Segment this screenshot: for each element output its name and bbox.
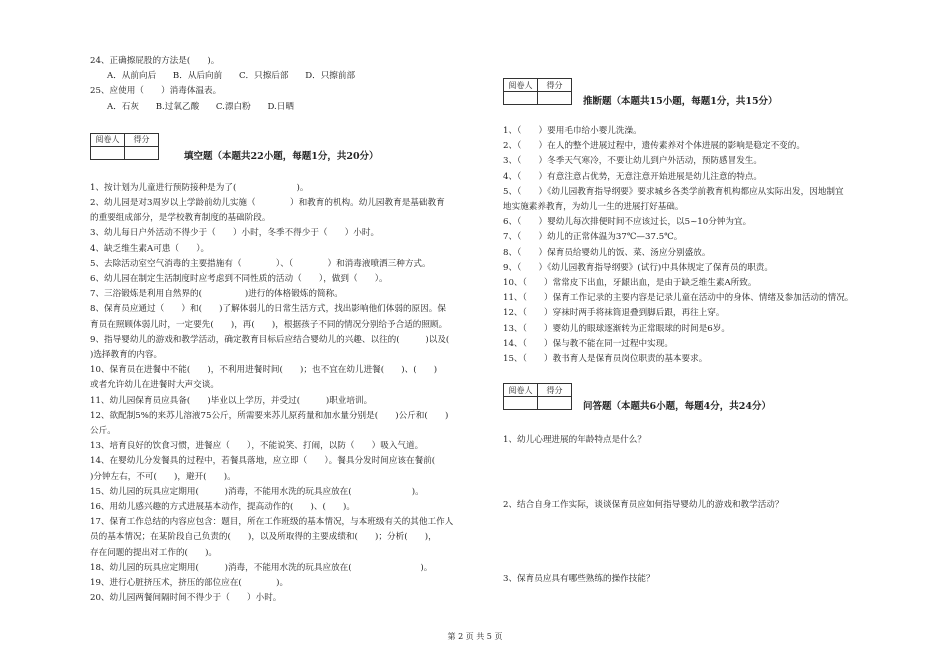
- left-column: [90, 54, 490, 607]
- judge-line: 9、（ ）《幼儿园教育指导纲要》(试行)中具体规定了保育员的职责。: [503, 262, 773, 273]
- score-cell[interactable]: [538, 92, 572, 105]
- fill-line: 5、去除活动室空气消毒的主要措施有（ ）、（ ）和消毒液喷洒三种方式。: [90, 258, 431, 269]
- judge-line: 12、（ ）穿袜时两手将袜筒退叠到脚后跟，再往上穿。: [503, 308, 725, 319]
- reviewer-cell[interactable]: [91, 146, 125, 159]
- fill-line: 6、幼儿园在制定生活制度时应考虑到不同性质的活动（ ），做到（ ）。: [90, 274, 388, 285]
- score-box: [503, 383, 572, 410]
- judge-line: 15、（ ）教书育人是保育员岗位职责的基本要求。: [503, 354, 708, 365]
- judge-section-title: 推断题（本题共15小题，每题1分，共15分）: [583, 96, 778, 107]
- judge-line: 11、（ ）保育工作记录的主要内容是记录儿童在活动中的身体、情绪及参加活动的情况。: [503, 293, 854, 304]
- score-label: 得分: [538, 79, 572, 92]
- reviewer-label: 阅卷人: [504, 79, 538, 92]
- reviewer-label: 阅卷人: [504, 384, 538, 397]
- option: B.过氧乙酸: [155, 101, 200, 112]
- fill-section-header: [90, 133, 490, 163]
- fill-line: 的重要组成部分，是学校教育制度的基础阶段。: [90, 213, 271, 224]
- fill-line: 3、幼儿每日户外活动不得少于（ ）小时，冬季不得少于（ ）小时。: [90, 228, 380, 239]
- fill-line: 13、培育良好的饮食习惯，进餐应（ ），不能说笑、打闹，以防（ ）吸入气道。: [90, 441, 424, 452]
- question-text: 24、正确擦屁股的方法是( )。: [90, 56, 220, 66]
- judge-line: 2、（ ）在人的整个进展过程中，遗传素养对个体进展的影响是稳定不变的。: [503, 141, 805, 152]
- judge-line: 7、（ ）幼儿的正常体温为37℃—37.5℃。: [503, 232, 683, 243]
- fill-line: 4、缺乏维生素A可患（ ）。: [90, 243, 210, 254]
- fill-line: 7、三浴锻炼是利用自然界的( )进行的体格锻炼的简称。: [90, 289, 343, 300]
- judge-section-header: [503, 78, 903, 106]
- fill-line: )选择教育的内容。: [90, 350, 163, 361]
- judge-line: 1、（ ）要用毛巾给小婴儿洗澡。: [503, 126, 642, 136]
- judge-line: 14、（ ）保与教不能在同一过程中实现。: [503, 338, 673, 349]
- judge-line: 地实施素养教育，为幼儿一生的进展打好基础。: [503, 202, 684, 213]
- reviewer-cell[interactable]: [504, 92, 538, 105]
- score-box: [503, 78, 572, 105]
- fill-line: 员的基本情况；在某阶段自己负责的( )，以及所取得的主要成绩和( )；分析( )，: [90, 532, 437, 543]
- answer-space[interactable]: [503, 514, 903, 572]
- page-footer: 第 2 页 共 5 页: [447, 632, 503, 641]
- judge-line: 6、（ ）婴幼儿每次排便时间不应该过长，以5~10分钟为宜。: [503, 217, 752, 228]
- qa-question: 2、结合自身工作实际，谈谈保育员应如何指导婴幼儿的游戏和教学活动？: [503, 500, 784, 511]
- fill-line: 1、按计划为儿童进行预防接种是为了( )。: [90, 182, 309, 193]
- option: D.日晒: [267, 101, 294, 112]
- fill-line: 或者允许幼儿在进餐时大声交谈。: [90, 380, 219, 391]
- judge-line: 4、（ ）有意注意占优势，无意注意开始进展是幼儿注意的特点。: [503, 171, 762, 182]
- qa-section-header: [503, 383, 903, 411]
- fill-line: 19、进行心脏挤压术，挤压的部位应在( )。: [90, 578, 289, 589]
- judge-question-list: [503, 124, 903, 367]
- fill-line: 2、幼儿园是对3周岁以上学龄前幼儿实施（ ）和教育的机构。幼儿园教育是基础教育: [90, 198, 445, 209]
- option: C．只擦后部: [238, 71, 289, 82]
- fill-line: 存在问题的提出对工作的( )。: [90, 547, 218, 558]
- fill-line: 8、保育员应通过（ ）和( )了解体弱儿的日常生活方式，找出影响他们体弱的原因。保: [90, 304, 446, 315]
- score-cell[interactable]: [538, 397, 572, 410]
- question-text: 25、应使用（ ）消毒体温表。: [90, 86, 222, 97]
- fill-line: 14、在婴幼儿分发餐具的过程中，若餐具落地，应立即（ ）。餐具分发时间应该在餐前(: [90, 456, 453, 467]
- fill-line: 15、幼儿园的玩具应定期用( )消毒，不能用水洗的玩具应放在( )。: [90, 486, 424, 497]
- fill-section-title: 填空题（本题共22小题，每题1分，共20分）: [184, 150, 379, 162]
- score-label: 得分: [125, 133, 159, 146]
- qa-question: 3、保育员应具有哪些熟练的操作技能？: [503, 573, 655, 584]
- option: A．从前向后: [107, 71, 157, 82]
- question-options: [90, 100, 490, 115]
- question-options: [90, 69, 490, 84]
- score-box: [90, 133, 159, 160]
- option: B．从后向前: [172, 71, 223, 82]
- judge-line: 3、（ ）冬季天气寒冷，不要让幼儿到户外活动，预防感冒发生。: [503, 156, 762, 167]
- right-column: [503, 54, 903, 587]
- question-25: [90, 84, 490, 114]
- fill-line: 17、保育工作总结的内容应包含：题目，所在工作班级的基本情况，与本班级有关的其他工作人: [90, 517, 454, 528]
- fill-line: 公斤。: [90, 426, 116, 437]
- option: C.漂白粉: [215, 101, 251, 112]
- qa-question: 1、幼儿心理进展的年龄特点是什么？: [503, 435, 646, 446]
- fill-question-list: [90, 181, 490, 607]
- judge-line: 5、（ ）《幼儿园教育指导纲要》要求城乡各类学前教育机构都应从实际出发，因地制宜: [503, 186, 844, 197]
- judge-line: 10、（ ）常常皮下出血，牙龈出血，是由于缺乏维生素A所致。: [503, 278, 757, 289]
- fill-line: 育员在照顾体弱儿时，一定要先( )，再( )，根据孩子不同的情况分别给予合适的照顾。: [90, 319, 448, 330]
- answer-space[interactable]: [503, 448, 903, 498]
- fill-line: 12、欲配制5%的来苏儿溶液75公斤，所需要来苏儿原药量和加水量分别是( )公斤和( ): [90, 410, 449, 421]
- qa-question-list: [503, 433, 903, 587]
- judge-line: 13、（ ）婴幼儿的眼球逐渐转为正常眼球的时间是6岁。: [503, 323, 730, 334]
- score-cell[interactable]: [125, 146, 159, 159]
- qa-section-title: 问答题（本题共6小题，每题4分，共24分）: [583, 401, 771, 413]
- fill-line: 20、幼儿园两餐间隔时间不得少于（ ）小时。: [90, 593, 282, 604]
- fill-line: )分钟左右，不可( )，避开( )。: [90, 471, 236, 482]
- fill-line: 18、幼儿园的玩具应定期用( )消毒，不能用水洗的玩具应放在( )。: [90, 562, 433, 573]
- option: A．石灰: [107, 101, 139, 112]
- fill-line: 9、指导婴幼儿的游戏和教学活动，确定教育目标后应结合婴幼儿的兴趣、以往的( )以及(: [90, 334, 450, 345]
- reviewer-label: 阅卷人: [91, 133, 125, 146]
- question-24: [90, 54, 490, 84]
- judge-line: 8、（ ）保育员给婴幼儿的饭、菜、汤应分别盛放。: [503, 247, 711, 258]
- fill-line: 10、保育员在进餐中不能( )，不利用进餐时间( )；也不宜在幼儿进餐( )、( ): [90, 365, 438, 376]
- fill-line: 16、用幼儿感兴趣的方式进展基本动作，提高动作的( )、( )。: [90, 502, 355, 513]
- score-label: 得分: [538, 384, 572, 397]
- reviewer-cell[interactable]: [504, 397, 538, 410]
- option: D．只擦前部: [305, 71, 356, 82]
- fill-line: 11、幼儿园保育员应具备( )毕业以上学历，并受过( )职业培训。: [90, 395, 373, 406]
